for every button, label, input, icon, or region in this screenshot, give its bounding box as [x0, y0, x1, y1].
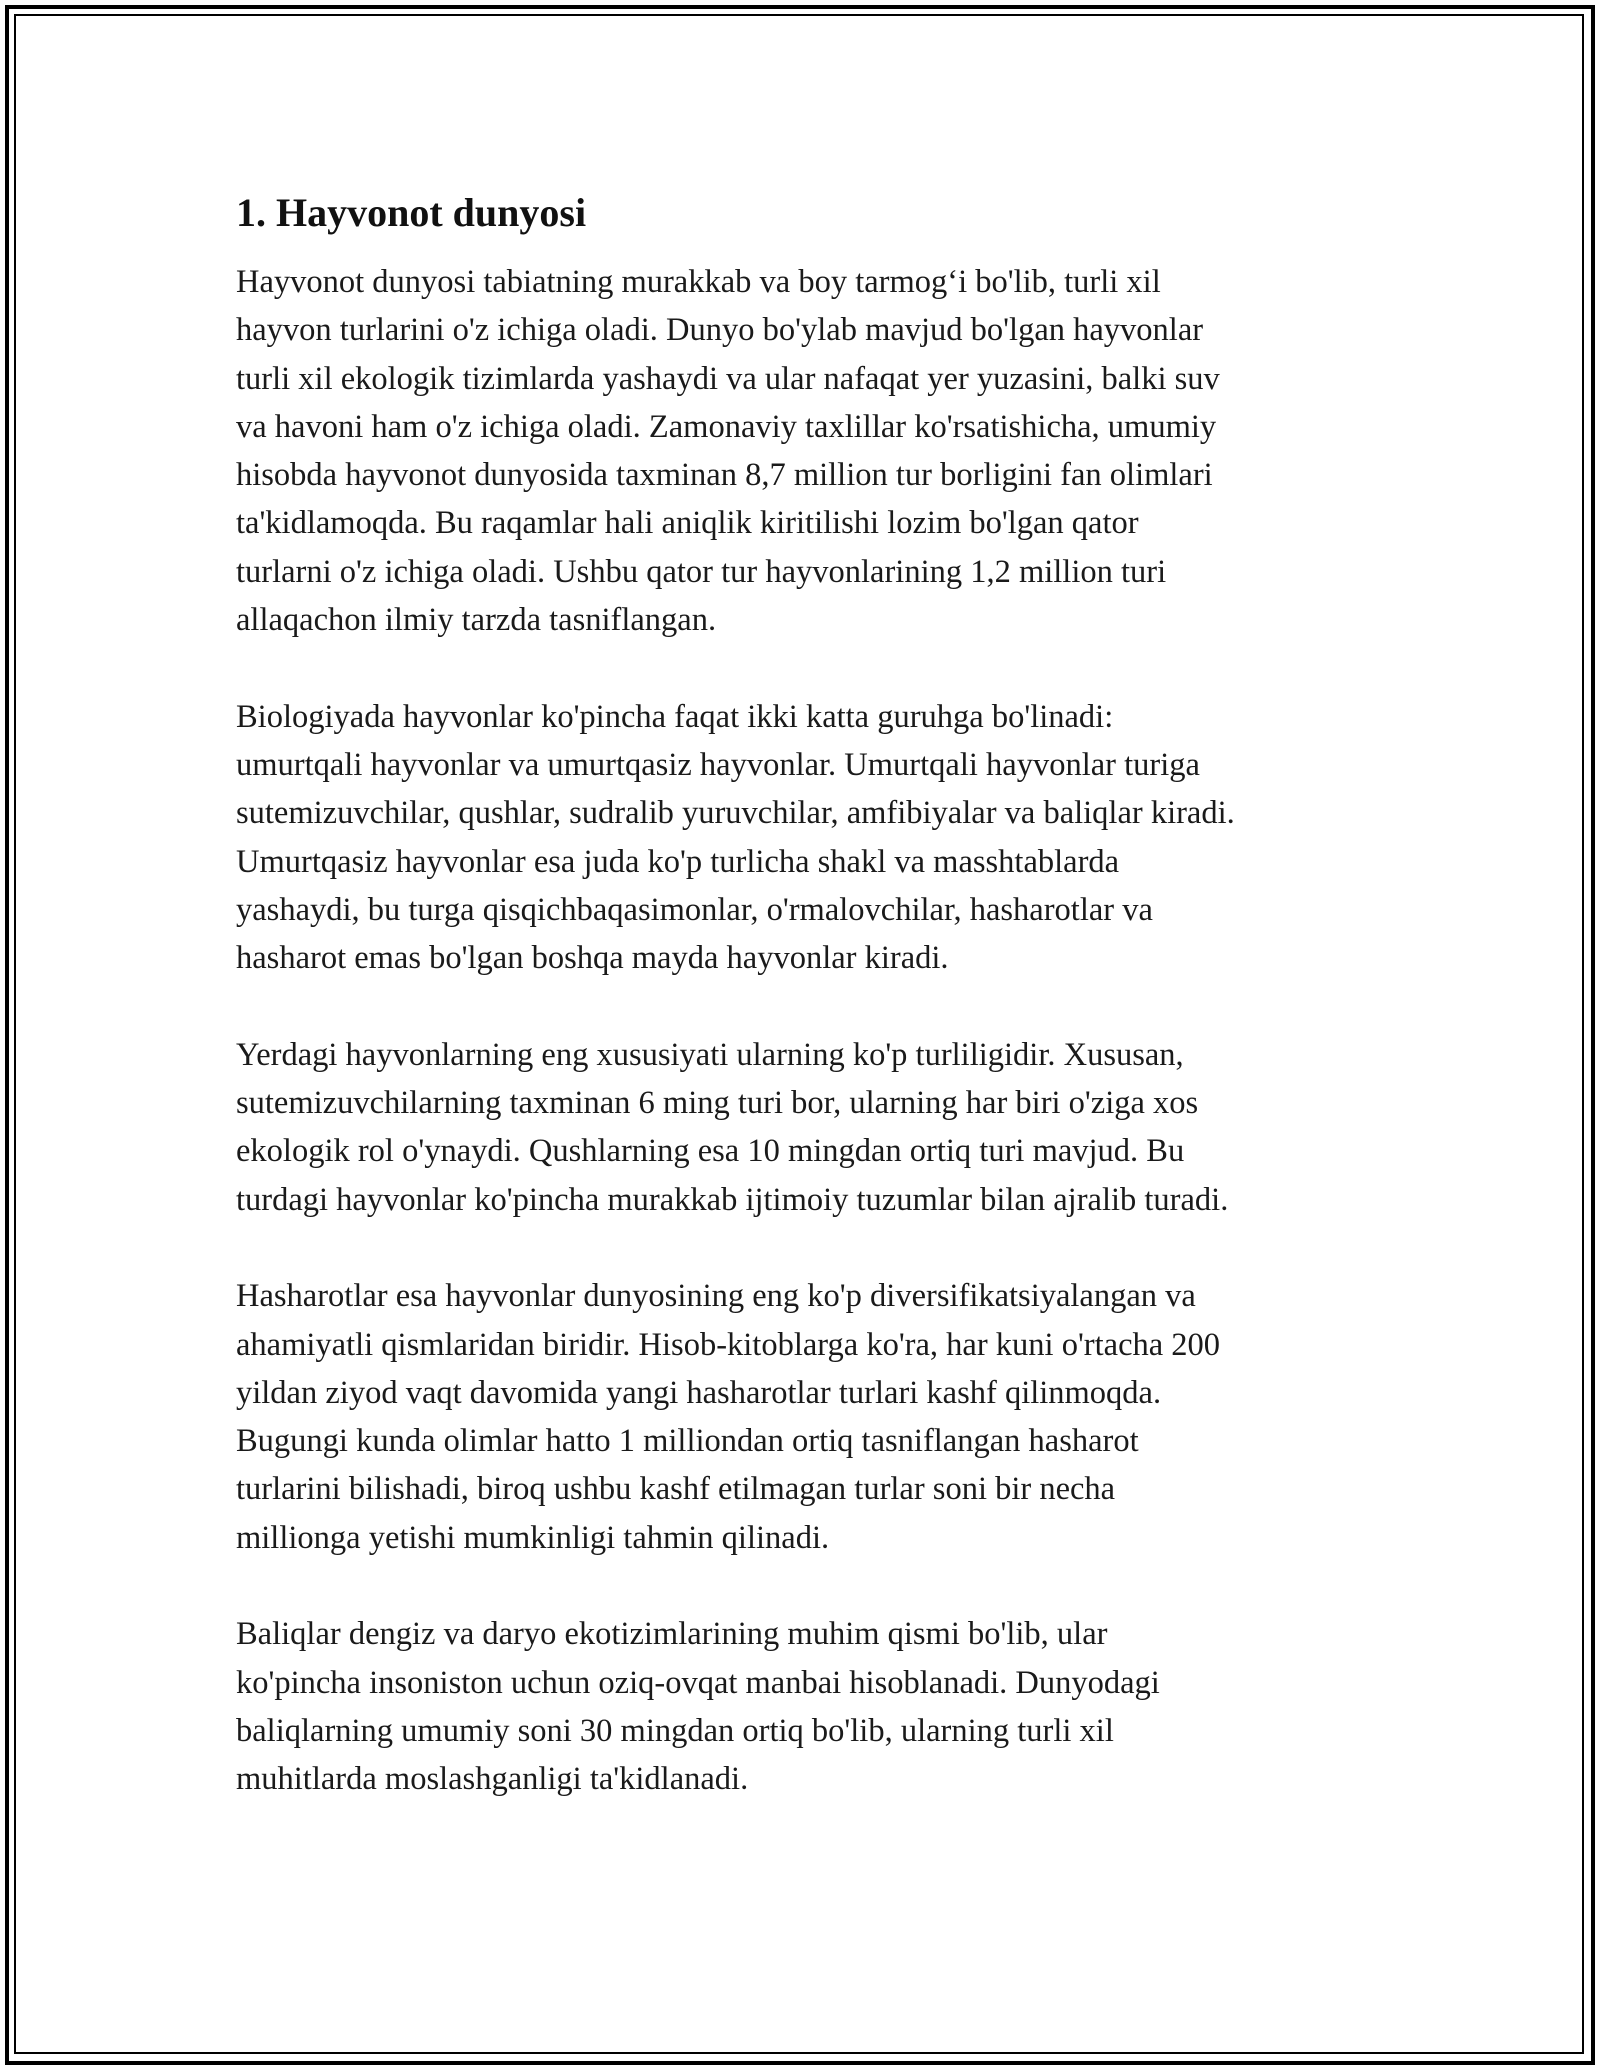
paragraph-intro: Hayvonot dunyosi tabiatning murakkab va boy tarmog‘i bo'lib, turli xil hayvon turlarini o'z ichiga oladi. Dunyo bo'ylab mavjud bo'lgan hayvonlar turli xil ekologik tizimlarda yashaydi va ular nafaqat yer yuzasini, balki suv va havoni ham o'z ichiga oladi. Zamonaviy taxlillar ko'rsatishicha, umumiy hisobda hayvonot dunyosida taxminan 8,7 million tur borligini fan olimlari ta'kidlamoqda. Bu raqamlar hali aniqlik kiritilishi lozim bo'lgan qator turlarni o'z ichiga oladi. Ushbu qator tur hayvonlarining 1,2 million turi allaqachon ilmiy tarzda tasniflangan.: [236, 264, 1220, 639]
paragraph-fish: Baliqlar dengiz va daryo ekotizimlarining muhim qismi bo'lib, ular ko'pincha insoniston uchun oziq-ovqat manbai hisoblanadi. Dunyodagi baliqlarning umumiy soni 30 mingdan ortiq bo'lib, ularning turli xil muhitlarda moslashganligi ta'kidlanadi.: [236, 1616, 1160, 1798]
paragraph-insects: Hasharotlar esa hayvonlar dunyosining eng ko'p diversifikatsiyalangan va ahamiyatli qismlaridan biridir. Hisob-kitoblarga ko'ra, har kuni o'rtacha 200 yildan ziyod vaqt davomida yangi hasharotlar turlari kashf qilinmoqda. Bugungi kunda olimlar hatto 1 milliondan ortiq tasniflangan hasharot turlarini bilishadi, biroq ushbu kashf etilmagan turlar soni bir necha millionga yetishi mumkinligi tahmin qilinadi.: [236, 1278, 1221, 1556]
paragraph-diversity: Yerdagi hayvonlarning eng xususiyati ularning ko'p turliligidir. Xususan, sutemizuvchilarning taxminan 6 ming turi bor, ularning har biri o'ziga xos ekologik rol o'ynaydi. Qushlarning esa 10 mingdan ortiq turi mavjud. Bu turdagi hayvonlar ko'pincha murakkab ijtimoiy tuzumlar bilan ajralib turadi.: [236, 1036, 1229, 1218]
document-body: [236, 186, 1386, 1852]
paragraph-classification: Biologiyada hayvonlar ko'pincha faqat ikki katta guruhga bo'linadi: umurtqali hayvonlar va umurtqasiz hayvonlar. Umurtqali hayvonlar turiga sutemizuvchilar, qushlar, sudralib yuruvchilar, amfibiyalar va baliqlar kiradi. Umurtqasiz hayvonlar esa juda ko'p turlicha shakl va masshtablarda yashaydi, bu turga qisqichbaqasimonlar, o'rmalovchilar, hasharotlar va hasharot emas bo'lgan boshqa mayda hayvonlar kiradi.: [236, 698, 1235, 977]
section-heading: 1. Hayvonot dunyosi: [236, 190, 587, 235]
